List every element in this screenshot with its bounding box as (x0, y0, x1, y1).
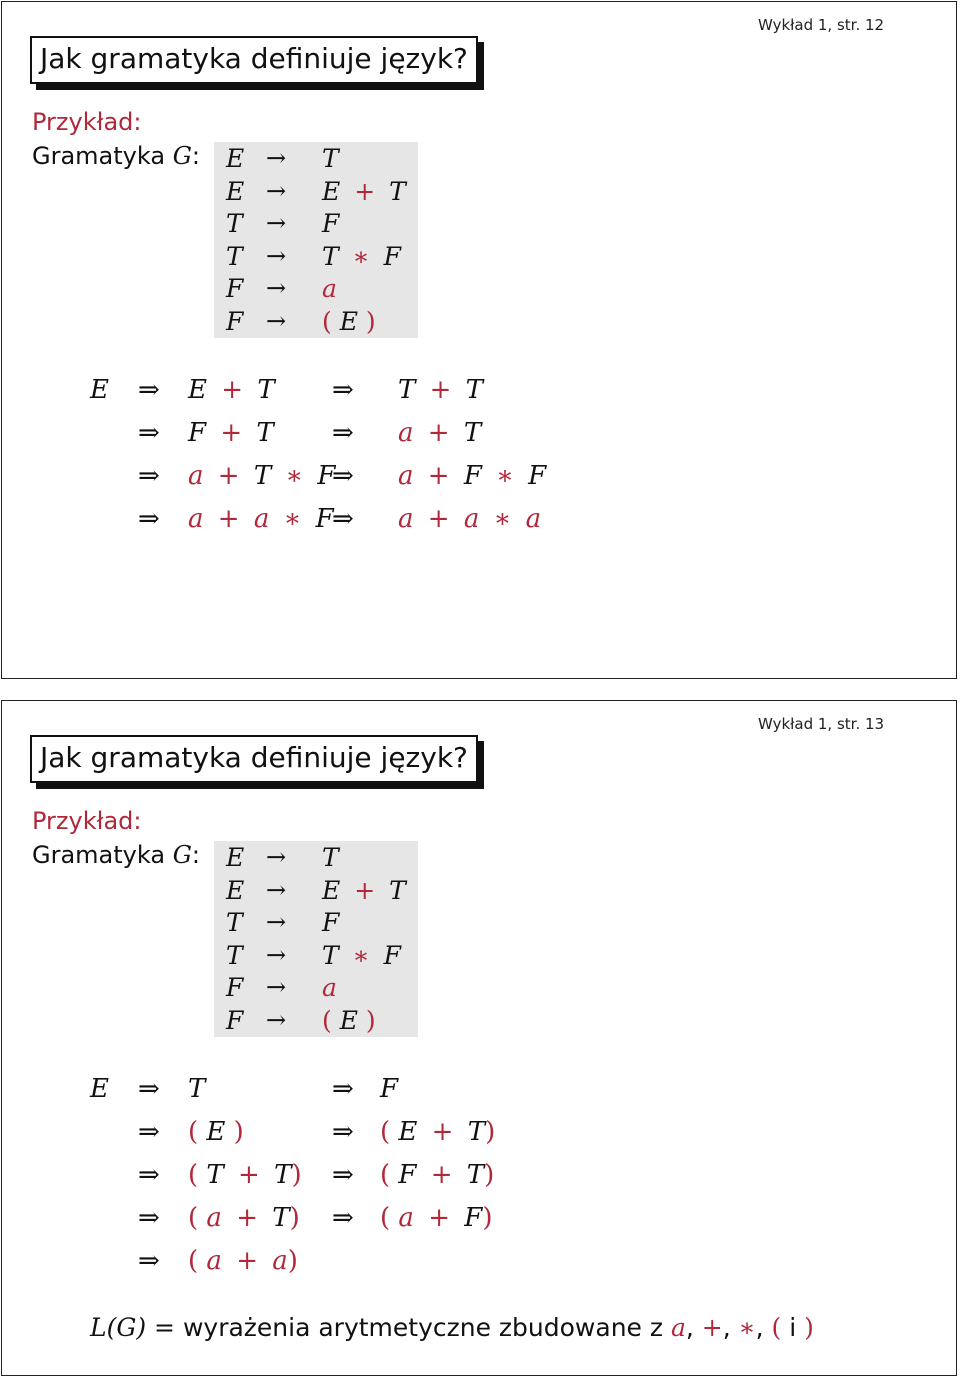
rule-arrow-icon: → (266, 843, 287, 871)
rule-arrow-icon: → (266, 307, 287, 335)
derivation-step: a + T ∗ F (188, 461, 336, 491)
symbol-a: a (670, 1313, 686, 1342)
derivation-step: a + F ∗ F (398, 461, 547, 491)
symbol-open-paren: ( (771, 1313, 782, 1342)
rule-lhs: F (226, 274, 244, 304)
rule-rhs: T (322, 144, 339, 173)
derives-arrow-icon: ⇒ (138, 1074, 160, 1104)
example-label: Przykład: (32, 108, 142, 136)
derives-arrow-icon: ⇒ (138, 461, 160, 491)
rule-rhs: a (322, 274, 337, 304)
derivation-step: ( E + T) (380, 1117, 496, 1147)
slide-number: Wykład 1, str. 12 (758, 16, 885, 34)
grammar-rules (214, 142, 418, 338)
derivation-start: E (90, 1074, 109, 1104)
rule-arrow-icon: → (266, 875, 287, 904)
rule-lhs: T (226, 908, 243, 938)
rule-rhs: F (322, 209, 340, 239)
symbol-close-paren: ) (804, 1313, 814, 1342)
derives-arrow-icon: ⇒ (332, 1074, 354, 1104)
grammar-label: Gramatyka G: (32, 142, 200, 170)
slide-13 (1, 700, 957, 1376)
derives-arrow-icon: ⇒ (138, 1246, 160, 1276)
rule-lhs: T (226, 241, 243, 271)
rule-arrow-icon: → (266, 241, 287, 270)
derives-arrow-icon: ⇒ (138, 375, 160, 405)
rule-arrow-icon: → (266, 144, 287, 172)
derives-arrow-icon: ⇒ (332, 1117, 354, 1147)
derivation-step: ( a + a) (188, 1246, 298, 1276)
rule-arrow-icon: → (266, 176, 287, 205)
grammar-rules (214, 841, 418, 1037)
equals-sign: = (154, 1313, 175, 1342)
language-lhs: L(G) (90, 1313, 147, 1342)
and-word: i (789, 1313, 797, 1342)
rule-rhs: ( E ) (322, 307, 376, 336)
rule-lhs: E (226, 875, 245, 905)
derives-arrow-icon: ⇒ (332, 1160, 354, 1190)
rule-lhs: E (226, 144, 245, 173)
rule-lhs: E (226, 176, 245, 206)
slide-12 (1, 1, 957, 679)
derives-arrow-icon: ⇒ (332, 1203, 354, 1233)
derivation-step: ( a + T) (188, 1203, 300, 1233)
example-label: Przykład: (32, 807, 142, 835)
derives-arrow-icon: ⇒ (332, 504, 354, 534)
rule-rhs: F (322, 908, 340, 938)
derivation-step: F (380, 1074, 399, 1104)
slide-number: Wykład 1, str. 13 (758, 715, 885, 733)
rule-rhs: T ∗ F (322, 241, 401, 271)
rule-arrow-icon: → (266, 940, 287, 969)
rule-arrow-icon: → (266, 973, 287, 1002)
derives-arrow-icon: ⇒ (138, 1117, 160, 1147)
derives-arrow-icon: ⇒ (332, 375, 354, 405)
derives-arrow-icon: ⇒ (138, 1203, 160, 1233)
derives-arrow-icon: ⇒ (332, 461, 354, 491)
derivation-step: a + a ∗ F (188, 504, 334, 534)
derivation-step: ( a + F) (380, 1203, 493, 1233)
derives-arrow-icon: ⇒ (138, 504, 160, 534)
derives-arrow-icon: ⇒ (138, 418, 160, 448)
rule-lhs: E (226, 843, 245, 872)
rule-arrow-icon: → (266, 209, 287, 238)
rule-rhs: a (322, 973, 337, 1003)
rule-lhs: F (226, 1006, 244, 1035)
derivation-start: E (90, 375, 109, 405)
rule-lhs: T (226, 940, 243, 970)
rule-rhs: E + T (322, 875, 406, 905)
derivation-step: E + T (188, 375, 275, 405)
rule-rhs: E + T (322, 176, 406, 206)
derivation-step: T (188, 1074, 206, 1104)
rule-lhs: F (226, 973, 244, 1003)
derives-arrow-icon: ⇒ (138, 1160, 160, 1190)
derivation-step: F + T (188, 418, 274, 448)
rule-rhs: T ∗ F (322, 940, 401, 970)
rule-arrow-icon: → (266, 908, 287, 937)
rule-arrow-icon: → (266, 274, 287, 303)
derivation-step: ( F + T) (380, 1160, 495, 1190)
derivation-step: a + T (398, 418, 482, 448)
rule-arrow-icon: → (266, 1006, 287, 1034)
language-definition: L(G) = wyrażenia arytmetyczne zbudowane z a, +, ∗, ( i ) (90, 1313, 814, 1342)
rule-lhs: T (226, 209, 243, 239)
derivation-step: ( T + T) (188, 1160, 302, 1190)
rule-lhs: F (226, 307, 244, 336)
derives-arrow-icon: ⇒ (332, 418, 354, 448)
derivation-step: T + T (398, 375, 484, 405)
derivation-step: a + a ∗ a (398, 504, 542, 534)
derivation-step: ( E ) (188, 1117, 244, 1147)
grammar-label: Gramatyka G: (32, 841, 200, 869)
symbol-star: ∗ (738, 1313, 756, 1342)
slide-title: Jak gramatyka definiuje język? (30, 36, 478, 84)
rule-rhs: T (322, 843, 339, 872)
language-text: wyrażenia arytmetyczne zbudowane z (182, 1313, 663, 1342)
symbol-plus: + (701, 1313, 723, 1342)
rule-rhs: ( E ) (322, 1006, 376, 1035)
slide-title: Jak gramatyka definiuje język? (30, 735, 478, 783)
